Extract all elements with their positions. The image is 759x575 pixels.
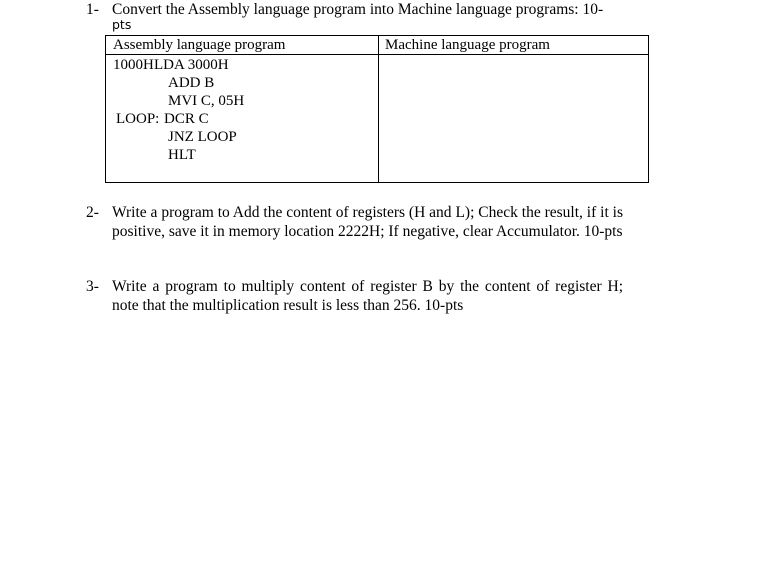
column-divider <box>378 36 379 182</box>
code-label: LOOP: <box>116 111 160 127</box>
code-instruction: HLT <box>168 147 196 163</box>
code-instruction: LDA 3000H <box>154 57 229 73</box>
question-1-text: Convert the Assembly language program into Machine language programs: 10- <box>112 1 604 18</box>
question-2-number: 2- <box>86 204 99 221</box>
code-instruction: DCR C <box>164 111 209 127</box>
question-1-text-continued: pts <box>112 17 132 32</box>
code-instruction: JNZ LOOP <box>168 129 237 145</box>
code-instruction: ADD B <box>168 75 215 91</box>
question-2-text: Write a program to Add the content of registers (H and L); Check the result, if it is positive, save it in memory location 2222H; If negative, clear Accumulator. 10-pts <box>112 204 623 240</box>
question-3-text: Write a program to multiply content of register B by the content of register H; note that the multiplication result is less than 256. 10-pts <box>112 278 623 314</box>
question-3-number: 3- <box>86 278 99 295</box>
header-divider <box>106 54 648 55</box>
question-1-number: 1- <box>86 1 99 18</box>
code-label: 1000H <box>113 57 154 73</box>
machine-column-header: Machine language program <box>385 37 550 53</box>
program-table <box>105 35 649 183</box>
code-instruction: MVI C, 05H <box>168 93 245 109</box>
assembly-column-header: Assembly language program <box>113 37 286 53</box>
